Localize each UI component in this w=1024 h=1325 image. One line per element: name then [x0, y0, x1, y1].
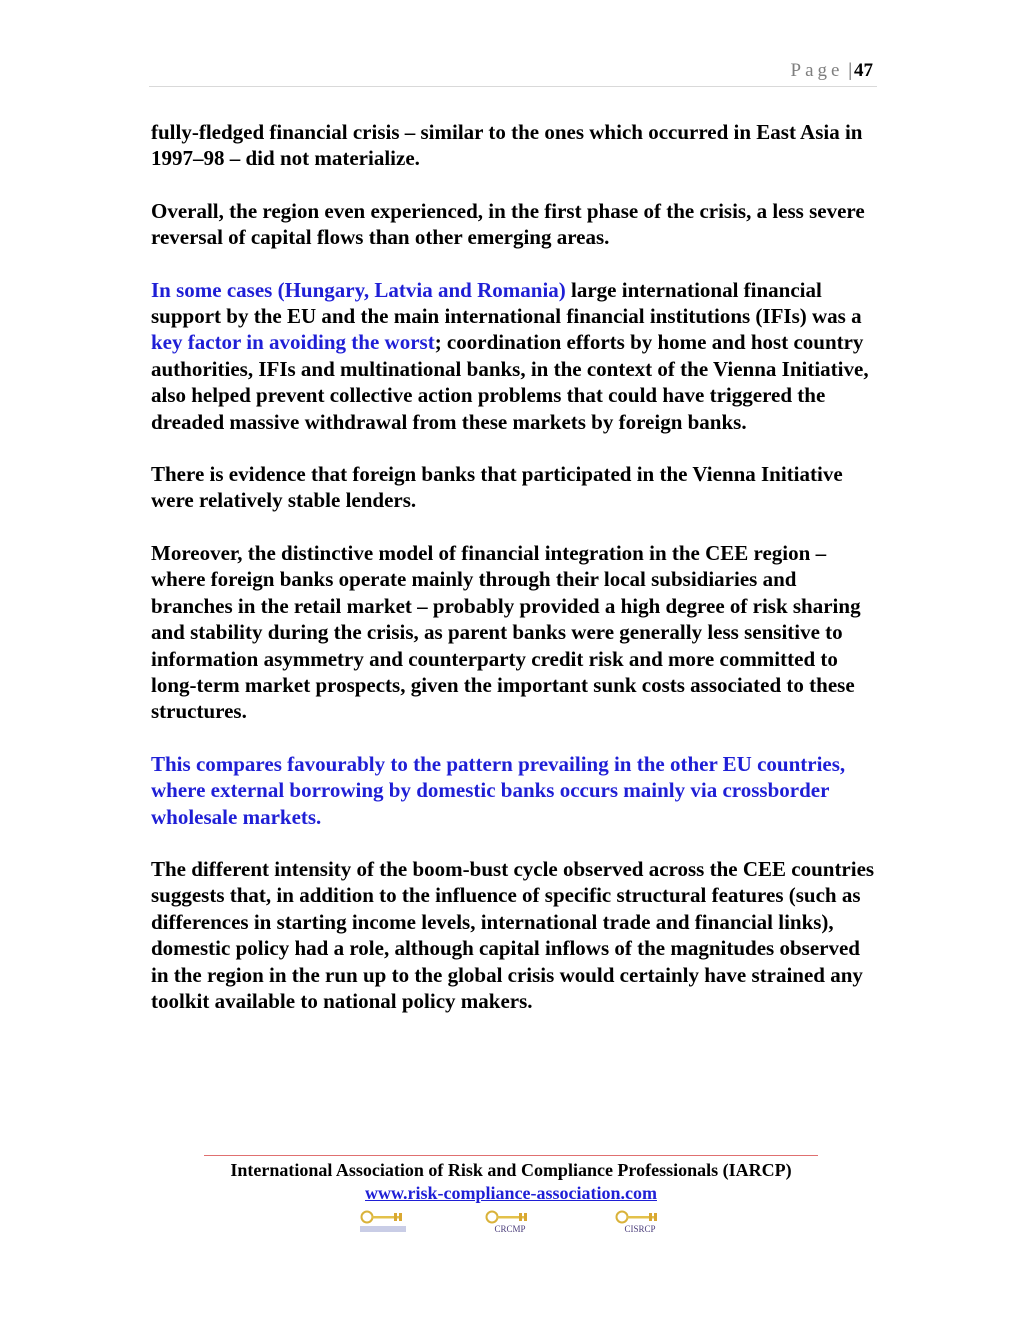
organization-name: International Association of Risk and Compliance Professionals (IARCP) — [230, 1160, 792, 1180]
website-link[interactable]: www.risk-compliance-association.com — [365, 1183, 657, 1203]
page-separator: | — [848, 60, 852, 81]
certification-logos — [360, 1210, 680, 1240]
logo-cisrcp — [615, 1210, 665, 1238]
logo-label: CISRCP — [624, 1224, 656, 1234]
paragraph-7 — [151, 856, 881, 1014]
logo-banner — [360, 1226, 406, 1232]
page-footer — [204, 1155, 818, 1204]
footer-divider — [204, 1155, 818, 1156]
paragraph-1 — [151, 119, 881, 172]
text-segment: Overall, the region even experienced, in the first phase of the crisis, a less severe reversal of capital flows than other emerging areas. — [151, 198, 865, 250]
page-header — [149, 60, 877, 87]
logo-1 — [360, 1210, 410, 1238]
logo-label: CRCMP — [494, 1224, 526, 1234]
paragraph-2 — [151, 198, 881, 251]
text-segment: ; coordination efforts by home and host country authorities, IFIs and multinational banks, in the context of the Vienna Initiative, also helped prevent collective action problems that could have triggered the dreaded massive withdrawal from these markets by foreign banks. — [151, 330, 869, 434]
key-icon — [615, 1210, 665, 1224]
document-body — [151, 119, 881, 1040]
page-word: Page — [790, 60, 844, 81]
page-number: 47 — [854, 60, 873, 81]
text-segment: fully-fledged financial crisis – similar to the ones which occurred in East Asia in 1997–98 – did not materialize. — [151, 120, 863, 171]
text-segment: The different intensity of the boom-bust cycle observed across the CEE countries suggests that, in addition to the influence of specific structural features (such as differences in starting income levels, international trade and financial links), domestic policy had a role, although capital inflows of the magnitudes observed in the region in the run up to the global crisis would certainly have strained any toolkit available to national policy makers. — [151, 856, 875, 1013]
key-icon — [485, 1210, 535, 1224]
page-number-label — [791, 60, 874, 82]
paragraph-6 — [151, 751, 881, 830]
key-icon — [360, 1210, 410, 1224]
paragraph-4 — [151, 461, 881, 514]
paragraph-3 — [151, 277, 881, 435]
highlight-segment: In some cases (Hungary, Latvia and Romania) — [151, 277, 566, 302]
highlight-segment: key factor in avoiding the worst — [151, 330, 435, 355]
logo-crcmp — [485, 1210, 535, 1238]
highlight-segment: This compares favourably to the pattern prevailing in the other EU countries, where external borrowing by domestic banks occurs mainly via crossborder wholesale markets. — [151, 751, 846, 829]
text-segment: Moreover, the distinctive model of financial integration in the CEE region – where foreign banks operate mainly through their local subsidiaries and branches in the retail market – probably provided a high degree of risk sharing and stability during the crisis, as parent banks were generally less sensitive to information asymmetry and counterparty credit risk and more committed to long-term market prospects, given the important sunk costs associated to these structures. — [151, 540, 861, 724]
paragraph-5 — [151, 540, 881, 725]
text-segment: There is evidence that foreign banks that participated in the Vienna Initiative were relatively stable lenders. — [151, 462, 843, 513]
text-segment: large international financial support by the EU and the main international financial institutions (IFIs) was a — [151, 277, 862, 329]
